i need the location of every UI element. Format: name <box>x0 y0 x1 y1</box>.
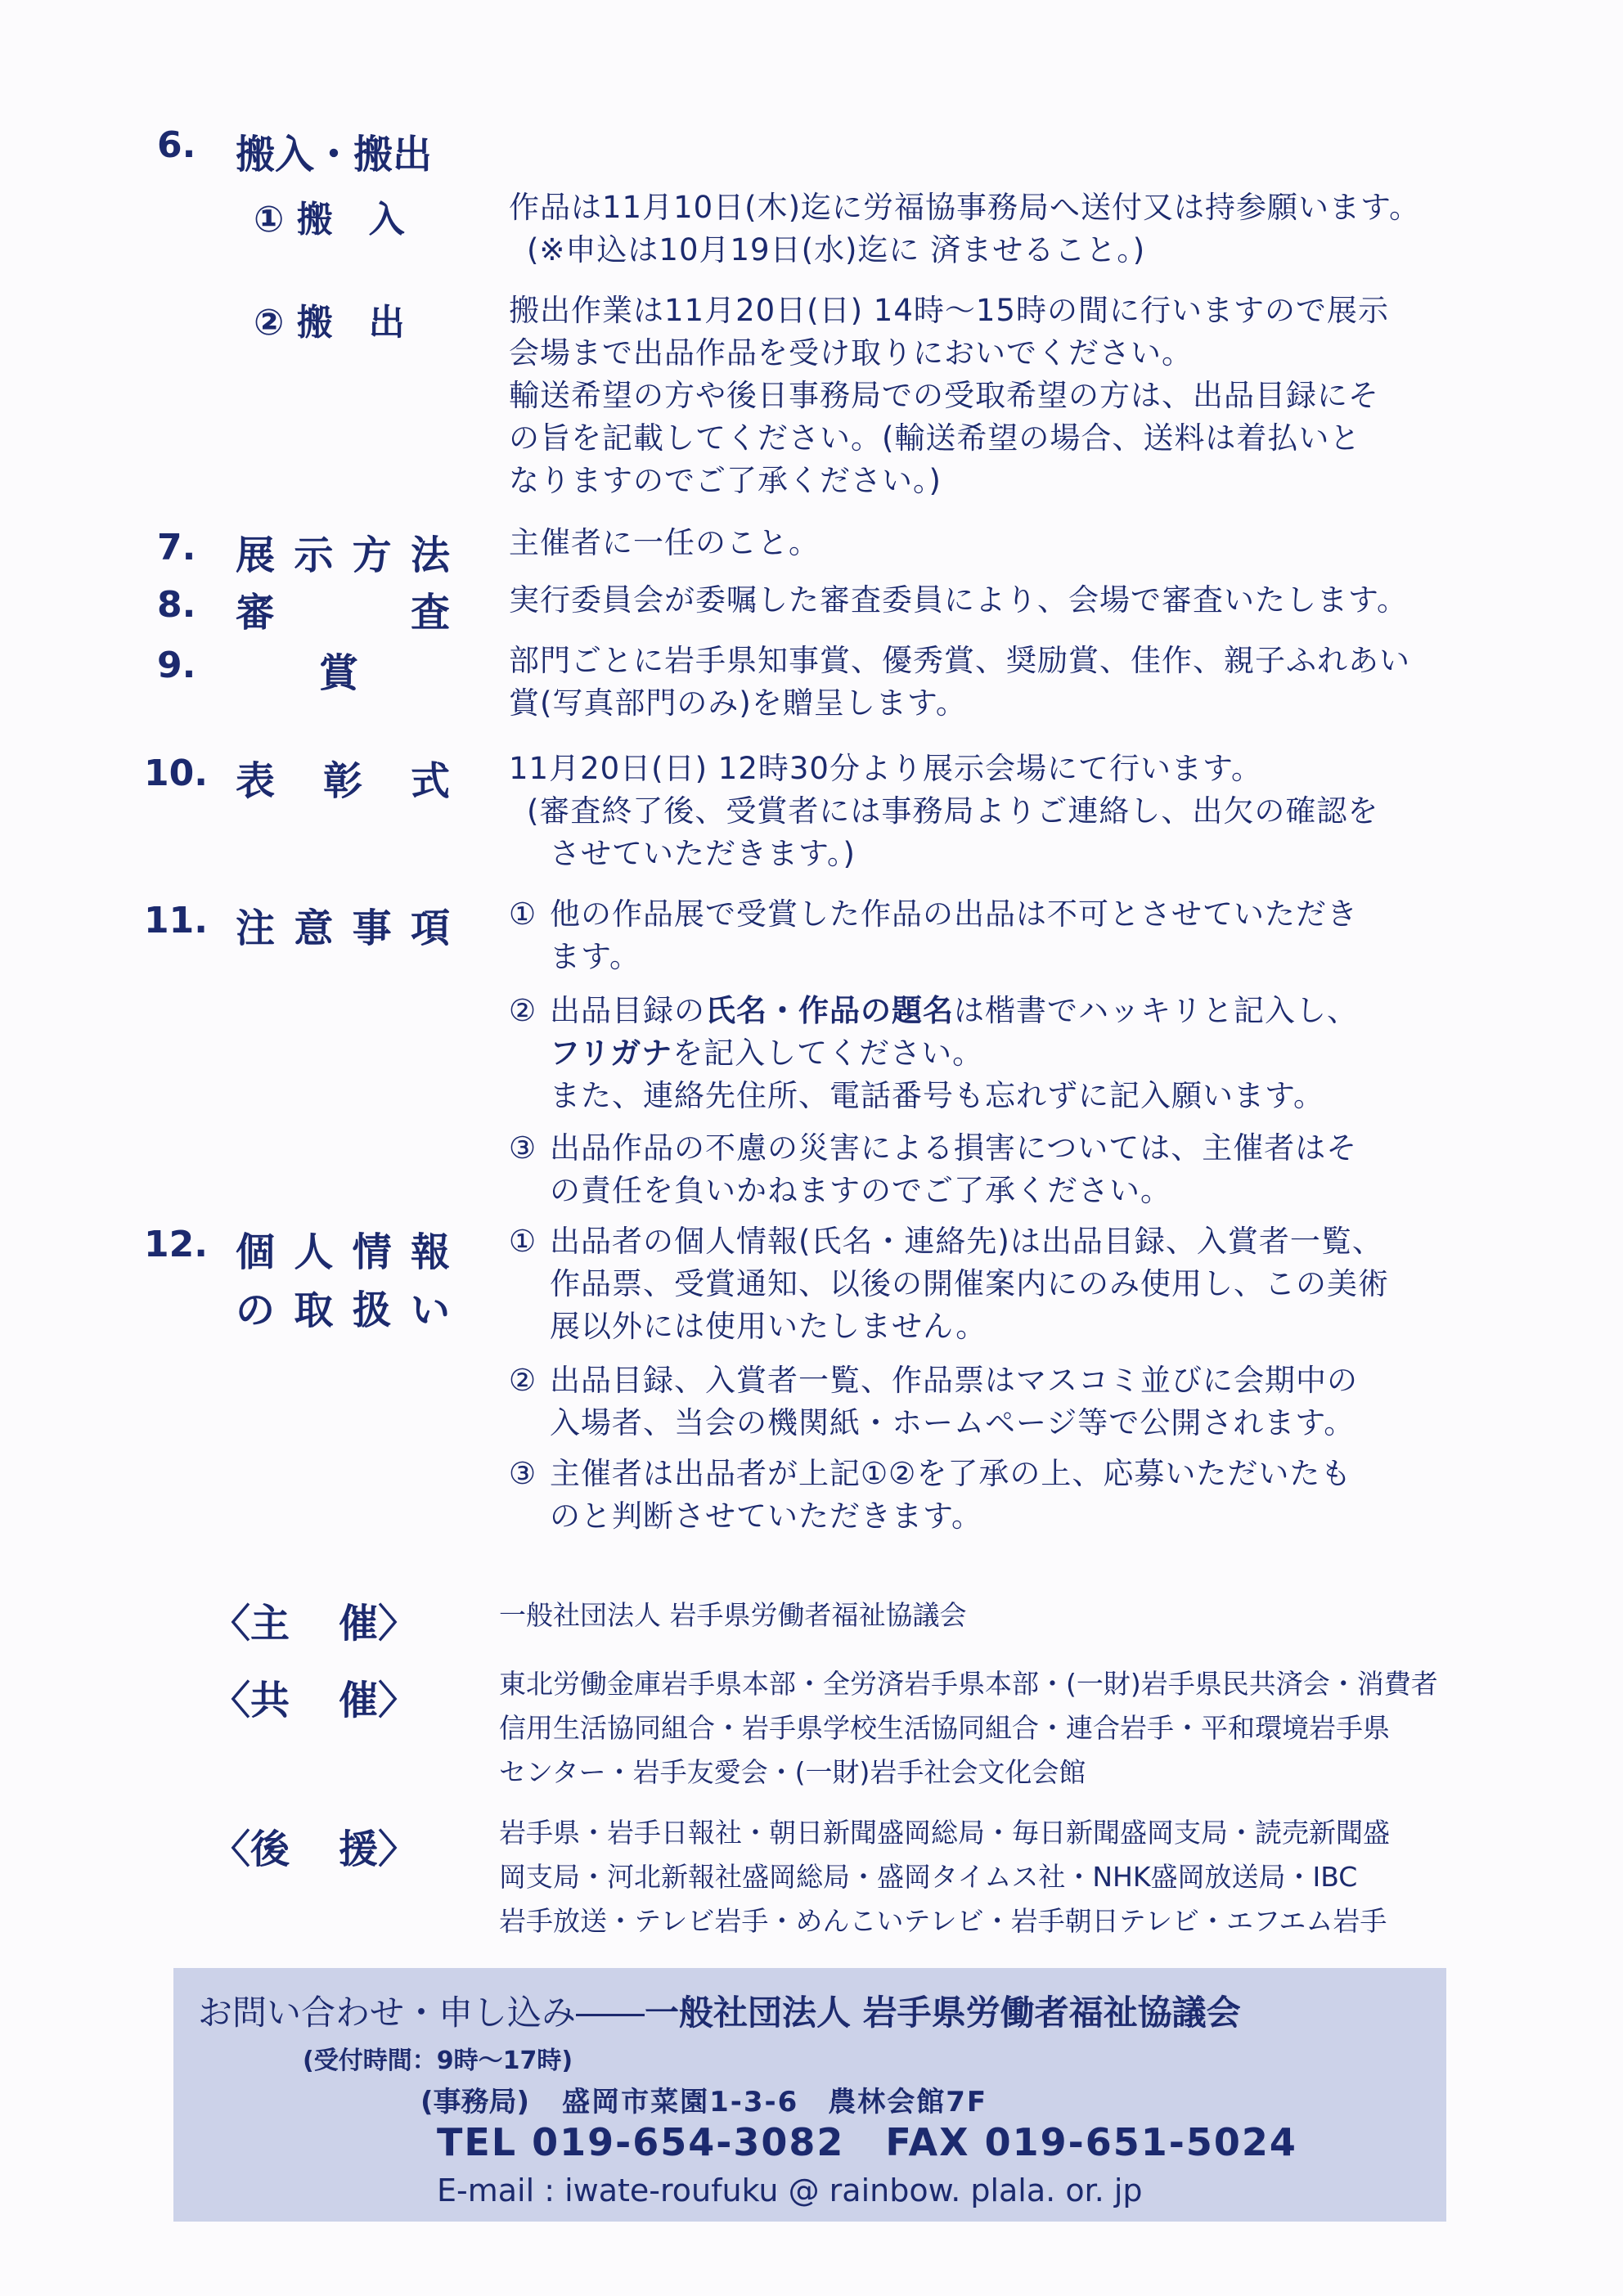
section-10-title <box>236 749 450 806</box>
section-7-title <box>236 523 450 580</box>
contact-hours: (受付時間：9時～17時) <box>303 2047 573 2075</box>
office-address: 盛岡市菜園1-3-6 農林会館7F <box>562 2086 988 2119</box>
contact-address-line <box>420 2079 987 2119</box>
title-char: 方 <box>352 532 392 578</box>
support-text <box>499 1811 1522 1943</box>
section-10-number: 10. <box>144 753 208 794</box>
support-label <box>211 1817 417 1874</box>
title-char: 表 <box>236 758 276 804</box>
item-marker: ② <box>509 1363 537 1398</box>
item-marker: ③ <box>509 1130 537 1166</box>
item-marker: ① <box>509 1224 537 1259</box>
contact-org: 一般社団法人 岩手県労働者福祉協議会 <box>645 1993 1241 2033</box>
office-label: (事務局) <box>420 2086 530 2119</box>
title-char: 審 <box>236 590 276 636</box>
cohost-label <box>211 1669 417 1725</box>
section-10-line: (審査終了後、受賞者には事務局よりご連絡し、出欠の確認を <box>527 793 1379 829</box>
privacy-item-3 <box>509 1453 1507 1538</box>
item-text: を記入してください。 <box>672 1036 984 1071</box>
label-part: 催〉 <box>338 1601 417 1647</box>
contact-box <box>173 1968 1446 2222</box>
carry-out-line: 搬出作業は11月20日(日) 14時～15時の間に行いますので展示 <box>509 293 1389 328</box>
item-line <box>550 1032 1507 1075</box>
title-char: 査 <box>410 590 450 636</box>
item-line <box>550 990 1507 1032</box>
title-char: 彰 <box>322 758 362 804</box>
section-9-line: 賞(写真部門のみ)を贈呈します。 <box>509 685 967 721</box>
section-8-title <box>236 581 450 637</box>
item-line: また、連絡先住所、電話番号も忘れずに記入願います。 <box>550 1078 1325 1113</box>
item-line: ます。 <box>550 939 641 974</box>
label-part: 〈共 <box>211 1678 290 1723</box>
cohost-line: センター・岩手友愛会・(一財)岩手社会文化会館 <box>499 1756 1086 1788</box>
section-9-line: 部門ごとに岩手県知事賞、優秀賞、奨励賞、佳作、親子ふれあい <box>509 643 1410 678</box>
section-12-number: 12. <box>144 1224 208 1265</box>
label-part: 〈主 <box>211 1601 290 1647</box>
section-8-text: 実行委員会が委嘱した審査委員により、会場で審査いたします。 <box>509 582 1409 618</box>
section-11-title <box>236 896 450 953</box>
title-char: 個 <box>236 1229 276 1275</box>
item-line: 出品目録、入賞者一覧、作品票はマスコミ並びに会期中の <box>550 1363 1358 1398</box>
label-part: 催〉 <box>338 1678 417 1723</box>
carry-out-label: ② 搬 出 <box>254 302 405 344</box>
support-line: 岩手県・岩手日報社・朝日新聞盛岡総局・毎日新聞盛岡支局・読売新聞盛 <box>499 1817 1390 1849</box>
item-line: 主催者は出品者が上記①②を了承の上、応募いただいたも <box>550 1456 1352 1491</box>
support-line: 岩手放送・テレビ岩手・めんこいテレビ・岩手朝日テレビ・エフエム岩手 <box>499 1905 1387 1937</box>
item-line: のと判断させていただきます。 <box>550 1498 983 1534</box>
carry-out-line: なりますのでご了承ください。) <box>509 463 942 498</box>
item-line: の責任を負いかねますのでご了承ください。 <box>550 1173 1171 1208</box>
carry-in-text <box>509 186 1507 272</box>
contact-heading-text: お問い合わせ・申し込み―― <box>198 1993 645 2033</box>
carry-out-line: の旨を記載してください。(輸送希望の場合、送料は着払いと <box>509 420 1361 456</box>
title-char: 項 <box>410 905 450 951</box>
host-text: 一般社団法人 岩手県労働者福祉協議会 <box>499 1599 967 1631</box>
title-char: 意 <box>294 905 334 951</box>
carry-out-line: 輸送希望の方や後日事務局での受取希望の方は、出品目録にそ <box>509 378 1379 413</box>
item-line: 他の作品展で受賞した作品の出品は不可とさせていただき <box>550 896 1358 932</box>
label-part: 〈後 <box>211 1826 290 1872</box>
section-6-title: 搬入・搬出 <box>236 132 433 177</box>
title-char: 扱 <box>352 1287 392 1333</box>
item-marker: ① <box>509 896 537 932</box>
section-11-number: 11. <box>144 900 208 941</box>
contact-heading <box>198 1986 1241 2035</box>
title-char: 注 <box>236 905 276 951</box>
support-line: 岡支局・河北新報社盛岡総局・盛岡タイムス社・NHK盛岡放送局・IBC <box>499 1861 1358 1893</box>
host-label <box>211 1592 417 1648</box>
cohost-line: 東北労働金庫岩手県本部・全労済岩手県本部・(一財)岩手県民共済会・消費者 <box>499 1668 1438 1700</box>
item-text: 出品目録の <box>550 993 705 1028</box>
item-line: 作品票、受賞通知、以後の開催案内にのみ使用し、この美術 <box>550 1266 1389 1301</box>
title-char: 取 <box>294 1287 334 1333</box>
section-9-title: 賞 <box>319 650 359 696</box>
title-line <box>236 1278 450 1335</box>
notice-item-2 <box>509 990 1507 1117</box>
title-char: 事 <box>352 905 392 951</box>
section-8-number: 8. <box>157 584 196 626</box>
title-char: 報 <box>410 1229 450 1275</box>
label-part: 援〉 <box>338 1826 417 1872</box>
section-9-number: 9. <box>157 645 196 686</box>
title-char: の <box>236 1287 276 1333</box>
carry-in-label: ① 搬 入 <box>254 199 405 240</box>
title-char: 展 <box>236 532 276 578</box>
carry-in-line: (※申込は10月19日(水)迄に 済ませること。) <box>527 232 1146 267</box>
cohost-text <box>499 1662 1522 1795</box>
contact-phone-line <box>437 2120 1297 2164</box>
carry-in-line: 作品は11月10日(木)迄に労福協事務局へ送付又は持参願います。 <box>509 190 1421 225</box>
title-char: い <box>410 1287 450 1333</box>
carry-out-line: 会場まで出品作品を受け取りにおいでください。 <box>509 335 1193 371</box>
cohost-line: 信用生活協同組合・岩手県学校生活協同組合・連合岩手・平和環境岩手県 <box>499 1712 1390 1744</box>
notice-item-1 <box>509 893 1507 978</box>
carry-out-text <box>509 290 1507 502</box>
item-line: 出品作品の不慮の災害による損害については、主催者はそ <box>550 1130 1358 1166</box>
item-line: 出品者の個人情報(氏名・連絡先)は出品目録、入賞者一覧、 <box>550 1224 1383 1259</box>
title-char: 示 <box>294 532 334 578</box>
fax-number: FAX 019-651-5024 <box>885 2120 1297 2164</box>
section-7-text: 主催者に一任のこと。 <box>509 525 820 560</box>
notice-item-3 <box>509 1127 1507 1212</box>
section-9-text <box>509 640 1507 725</box>
tel-number: TEL 019-654-3082 <box>437 2120 845 2164</box>
item-text: は楷書でハッキリと記入し、 <box>954 993 1358 1028</box>
privacy-item-1 <box>509 1220 1507 1348</box>
item-emphasis: フリガナ <box>550 1036 673 1071</box>
item-emphasis: 氏名・作品の題名 <box>705 993 954 1028</box>
item-marker: ③ <box>509 1456 537 1491</box>
title-char: 式 <box>410 758 450 804</box>
item-line: 入場者、当会の機関紙・ホームページ等で公開されます。 <box>550 1405 1355 1440</box>
section-10-line: 11月20日(日) 12時30分より展示会場にて行います。 <box>509 751 1262 786</box>
item-line: 展以外には使用いたしません。 <box>550 1309 987 1344</box>
title-char: 法 <box>410 532 450 578</box>
title-line <box>236 1220 450 1277</box>
item-marker: ② <box>509 993 537 1028</box>
title-char: 情 <box>352 1229 392 1275</box>
title-char: 人 <box>294 1229 334 1275</box>
section-10-line: させていただきます。) <box>550 836 856 871</box>
section-7-number: 7. <box>157 527 196 568</box>
contact-email[interactable]: E-mail : iwate-roufuku @ rainbow. plala. or. jp <box>437 2172 1143 2208</box>
section-12-title <box>236 1220 450 1335</box>
section-10-text <box>509 748 1507 875</box>
section-6-number: 6. <box>157 124 196 166</box>
privacy-item-2 <box>509 1359 1507 1445</box>
